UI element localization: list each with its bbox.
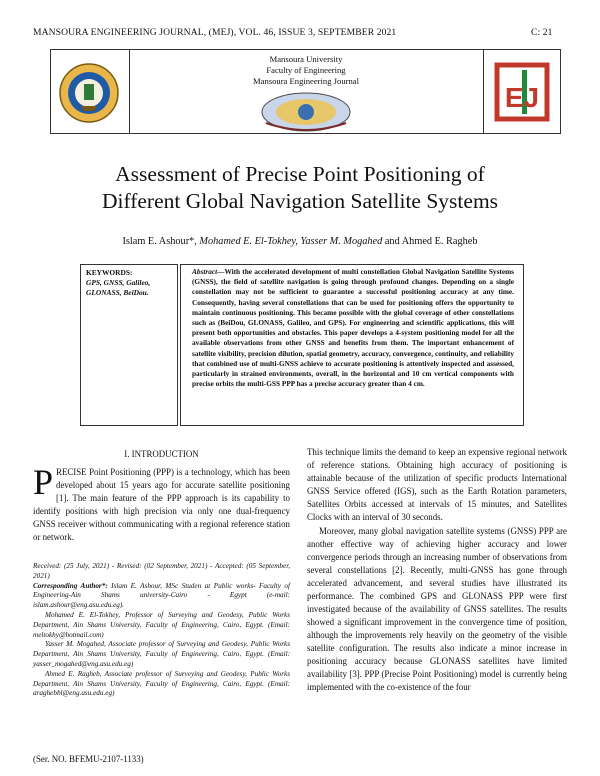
- journal-name: Mansoura Engineering Journal: [253, 76, 359, 86]
- drop-cap: P: [33, 462, 54, 502]
- running-header: MANSOURA ENGINEERING JOURNAL, (MEJ), VOL. 46, ISSUE 3, SEPTEMBER 2021: [33, 27, 397, 38]
- serial-number: (Ser. NO. BFEMU-2107-1133): [33, 754, 144, 764]
- corresponding-label: Corresponding Author*:: [33, 581, 108, 590]
- university-seal-icon: [51, 50, 129, 133]
- author-list: [0, 236, 600, 247]
- intro-text: RECISE Point Positioning (PPP) is a technology, which has been developed about 15 years ago for accurate satellite positioning [1]. The main feature of the PPP approach is its capability to identify positions with high precision via only one dual-frequency GNSS receiver without communicating with a regional reference station or network.: [33, 467, 290, 542]
- right-paragraph-2: Moreover, many global navigation satellite systems (GNSS) PPP are another effective way of achieving higher accuracy and lower convergence periods through an increasing number of observations from several constellations [2]. Recently, multi-GNSS has gone through accelerated advancement, and several studies have illustrated its performance. The combined GPS and GLONASS PPP were first investigated because of the availability of GNSS satellites. The results showed a significant improvement in the convergence time of position, although the improvements rely heavily on the geometry of the visible satellite configuration. The results also indicate a minor increase in positioning accuracy because GLONASS satellites have limited availability [3]. PPP (Precise Point Positioning) model is currently being implemented with the co-existence of the four: [307, 526, 567, 692]
- paper-title: [0, 161, 600, 215]
- left-column: [33, 448, 290, 699]
- author-affiliation-3: Yasser M. Mogahed, Associate professor of Surveying and Geodesy, Public Works Department, Ain Shams University, Faculty of Engineering, Cairo, Egypt. (Email: yasser_mogahed@eng.asu.edu.eg): [33, 640, 290, 668]
- university-logo-cell: [51, 50, 130, 133]
- section-heading: I. INTRODUCTION: [124, 449, 199, 459]
- journal-logo-text: EJ: [504, 82, 540, 113]
- right-paragraph-1: This technique limits the demand to keep an expensive regional network of reference stations. Obtaining high accuracy of positioning is attainable because of the utilization of specific products International GNSS Service offered (IGS), such as the Earth Rotation parameters, Satellites Orbits accessed at intervals of 15 minutes, and Satellites Clocks with an interval of 30 seconds.: [307, 447, 567, 522]
- keywords-heading: KEYWORDS:: [86, 268, 133, 277]
- journal-banner: [50, 49, 561, 134]
- title-line-2: Different Global Navigation Satellite Systems: [101, 189, 499, 213]
- abstract-box: [180, 264, 524, 426]
- banner-center: [129, 50, 483, 133]
- university-name: Mansoura University: [269, 54, 343, 64]
- abstract-label: Abstract: [192, 267, 218, 276]
- author-last: and Ahmed E. Ragheb: [382, 236, 478, 247]
- author-affiliation-4: Ahmed E. Ragheb, Associate professor of Surveying and Geodesy, Public Works Department, Ain Shams University, Faculty of Engineering, Cairo, Egypt. (Email: araghebbl@eng.asu.edu.eg): [33, 669, 290, 698]
- intro-paragraph: [33, 462, 290, 544]
- faculty-emblem-icon: [256, 91, 356, 133]
- abstract-text: —With the accelerated development of multi constellation Global Navigation Satellite Systems (GNSS), the field of satellite navigation is going through profound changes. Depending on a single constellation may not be sufficient to guarantee a successful positioning accuracy at any time. Consequently, having several constellations that can be used for positioning offers the opportunity to maintain continuous positioning. This became possible with the global coverage of other constellations such as (BeiDou, GLONASS, Galileo, and GPS). For engineering and scientific applications, this will present both opportunities and obstacles. This paper develops a 4-system positioning model for all the available observations from other GNSS and benefits from them. The important enhancement of satellite visibility, precision dilution, spatial geometry, accuracy, convergence, continuity, and reliability that combined use of multi-GNSS achieve to accurate positioning is attentively inspected and assessed, particularly in strained environments, overall, in the horizontal and 10 cm vertical components with precise orbits the multi-GSS PPP has a precise accuracy greater than 4 cm.: [192, 267, 514, 389]
- page-number: C: 21: [531, 27, 553, 38]
- faculty-name: Faculty of Engineering: [266, 65, 346, 75]
- corresponding-text: Islam E. Ashour, MSc Studen at Public works- Faculty of Engineering-Ain Shams university-Cairo - Egypt (e-mail: islam.ashour@eng.asu.edu.eg).: [33, 581, 290, 610]
- footnotes: [33, 562, 290, 699]
- received-dates: Received: (25 July, 2021) - Revised: (02 September, 2021) - Accepted: (05 September, 2021): [33, 562, 290, 580]
- author-affiliation-2: Mohamed E. El-Tokhey, Professor of Surveying and Geodesy, Public Works Department, Ain Shams University, Faculty of Engineering, Cairo, Egypt. (Email: meltokhy@hotmail.com): [33, 610, 290, 639]
- author-corresponding: Islam E. Ashour*,: [122, 236, 200, 247]
- keywords-box: [80, 264, 178, 426]
- title-line-1: Assessment of Precise Point Positioning of: [115, 162, 485, 186]
- right-column: [307, 446, 567, 694]
- journal-logo-cell: [483, 50, 561, 133]
- journal-logo-icon: [484, 50, 561, 133]
- author-coauthors: Mohamed E. El-Tokhey, Yasser M. Mogahed: [199, 236, 383, 247]
- keywords-list: GPS, GNSS, Galileo, GLONASS, BeiDou.: [86, 278, 151, 297]
